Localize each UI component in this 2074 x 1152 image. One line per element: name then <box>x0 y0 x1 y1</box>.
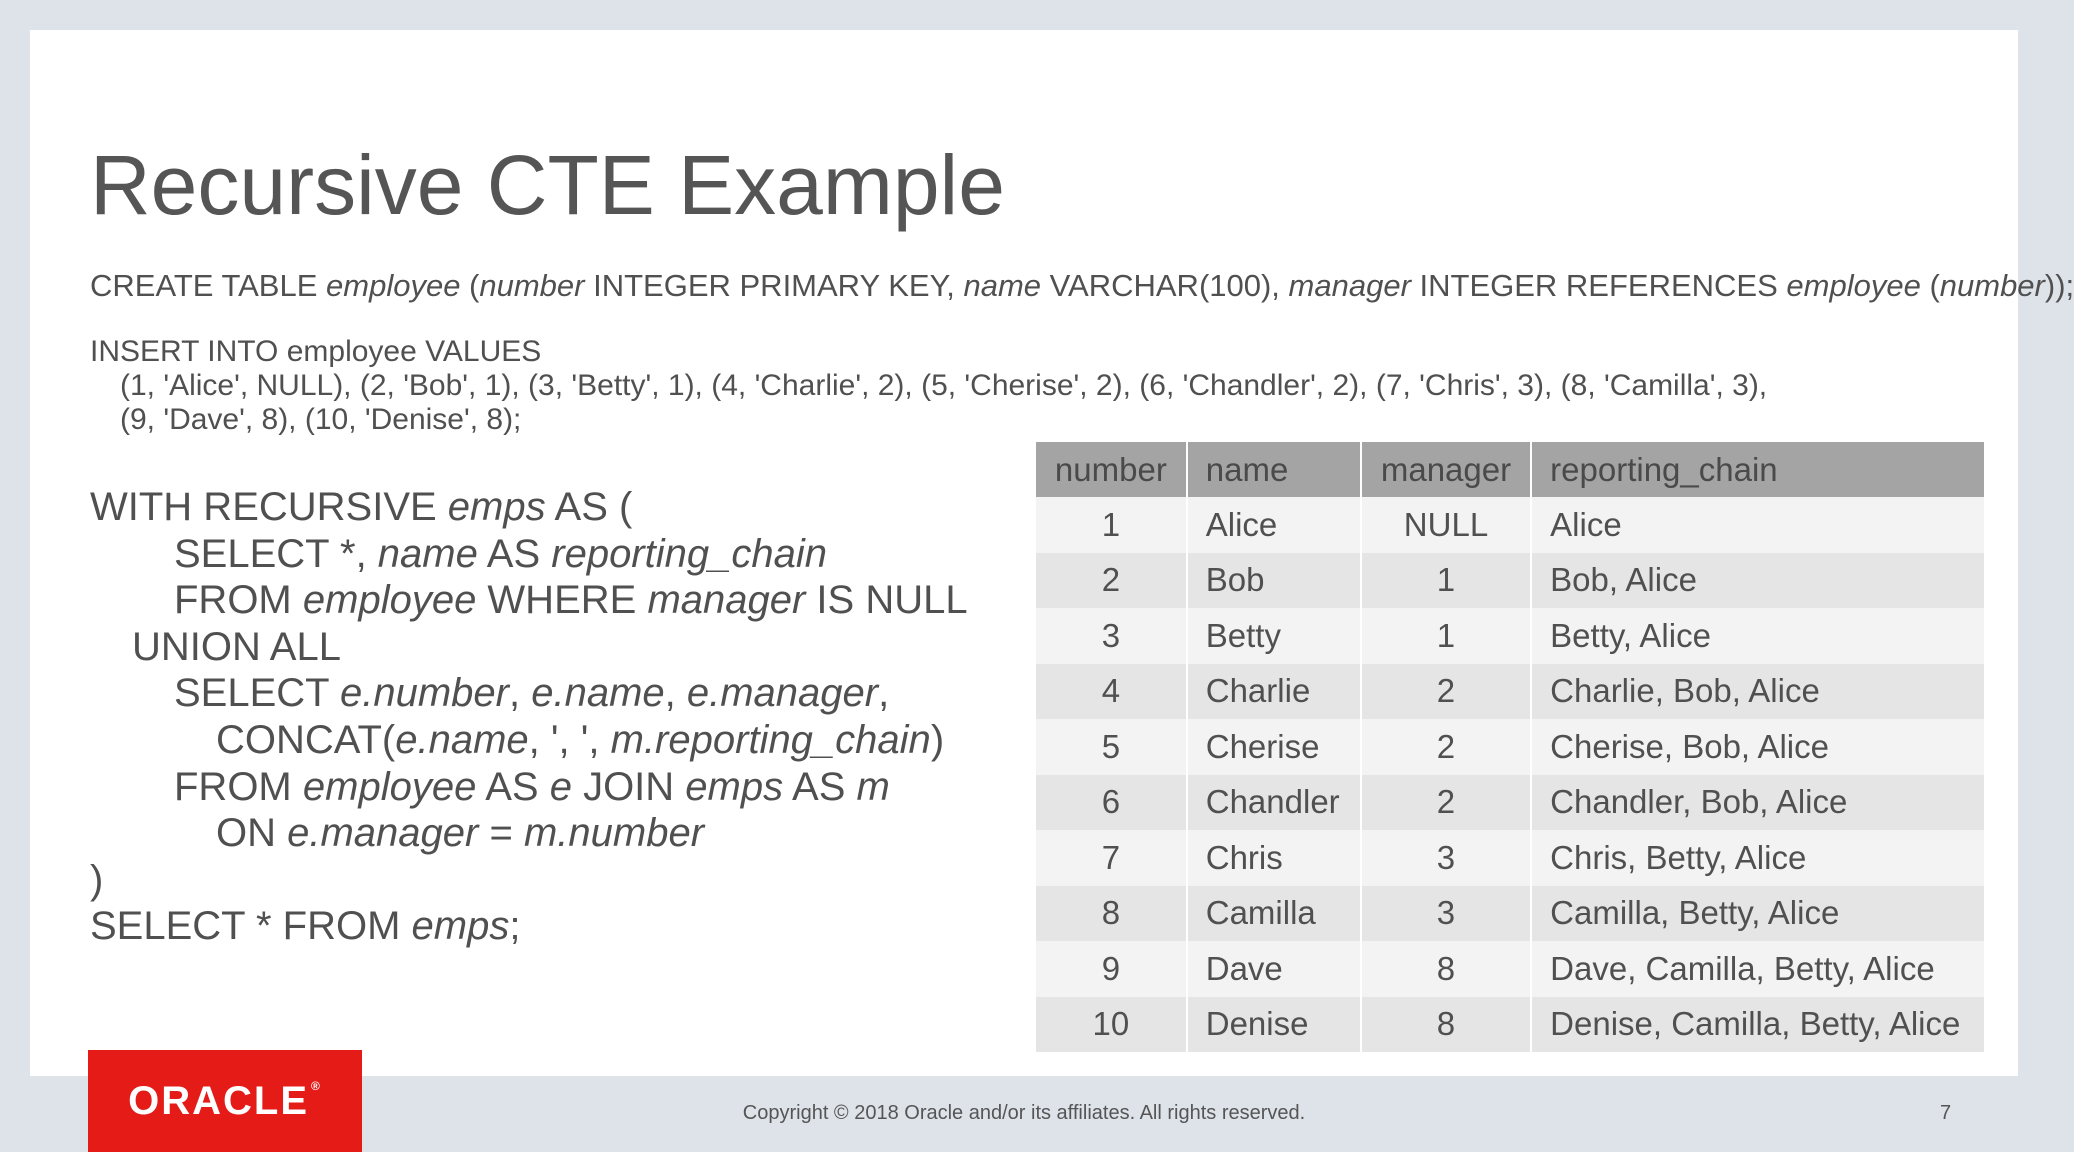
cell-manager: 1 <box>1361 553 1531 609</box>
cell-name: Charlie <box>1187 664 1361 720</box>
column-header-manager: manager <box>1361 442 1531 497</box>
cell-reporting-chain: Cherise, Bob, Alice <box>1531 719 1984 775</box>
query-line: FROM employee AS e JOIN emps AS m <box>174 764 890 809</box>
cell-reporting-chain: Charlie, Bob, Alice <box>1531 664 1984 720</box>
cell-reporting-chain: Alice <box>1531 497 1984 553</box>
query-line: SELECT * FROM emps; <box>90 904 521 949</box>
cell-name: Bob <box>1187 553 1361 609</box>
table-row <box>1036 664 1984 720</box>
cell-manager: 1 <box>1361 608 1531 664</box>
cell-reporting-chain: Dave, Camilla, Betty, Alice <box>1531 941 1984 997</box>
cell-number: 5 <box>1036 719 1187 775</box>
oracle-logo-text: ORACLE ® <box>128 1078 322 1123</box>
cell-name: Dave <box>1187 941 1361 997</box>
table-row <box>1036 553 1984 609</box>
table-row <box>1036 941 1984 997</box>
cell-manager: NULL <box>1361 497 1531 553</box>
cell-number: 6 <box>1036 775 1187 831</box>
query-line: FROM employee WHERE manager IS NULL <box>174 578 968 623</box>
cell-name: Betty <box>1187 608 1361 664</box>
cell-name: Chris <box>1187 830 1361 886</box>
column-header-number: number <box>1036 442 1187 497</box>
cell-number: 4 <box>1036 664 1187 720</box>
table-row <box>1036 719 1984 775</box>
cell-name: Camilla <box>1187 886 1361 942</box>
cell-reporting-chain: Betty, Alice <box>1531 608 1984 664</box>
cell-number: 9 <box>1036 941 1187 997</box>
table-header-row <box>1036 442 1984 497</box>
cell-number: 3 <box>1036 608 1187 664</box>
cell-reporting-chain: Bob, Alice <box>1531 553 1984 609</box>
cell-manager: 8 <box>1361 997 1531 1053</box>
cell-number: 2 <box>1036 553 1187 609</box>
oracle-logo <box>88 1050 362 1152</box>
create-table-statement: CREATE TABLE employee (number INTEGER PRIMARY KEY, name VARCHAR(100), manager INTEGER REFERENCES employee (number)); <box>90 268 2074 303</box>
insert-line: INSERT INTO employee VALUES <box>90 335 542 368</box>
table-row <box>1036 608 1984 664</box>
copyright-notice: Copyright © 2018 Oracle and/or its affiliates. All rights reserved. <box>742 1102 1306 1124</box>
cell-manager: 2 <box>1361 775 1531 831</box>
cell-reporting-chain: Camilla, Betty, Alice <box>1531 886 1984 942</box>
query-line: CONCAT(e.name, ', ', m.reporting_chain) <box>216 717 945 762</box>
cell-number: 1 <box>1036 497 1187 553</box>
cell-name: Chandler <box>1187 775 1361 831</box>
cell-name: Alice <box>1187 497 1361 553</box>
cell-name: Cherise <box>1187 719 1361 775</box>
query-line: WITH RECURSIVE emps AS ( <box>90 485 633 529</box>
column-header-name: name <box>1187 442 1361 497</box>
result-table <box>1036 442 1984 1052</box>
cell-reporting-chain: Denise, Camilla, Betty, Alice <box>1531 997 1984 1053</box>
cell-name: Denise <box>1187 997 1361 1053</box>
insert-line: (9, 'Dave', 8), (10, 'Denise', 8); <box>120 403 522 436</box>
cell-manager: 2 <box>1361 664 1531 720</box>
cell-manager: 2 <box>1361 719 1531 775</box>
cell-number: 7 <box>1036 830 1187 886</box>
cell-reporting-chain: Chandler, Bob, Alice <box>1531 775 1984 831</box>
table-row <box>1036 830 1984 886</box>
query-line: ON e.manager = m.number <box>216 811 705 856</box>
cell-manager: 3 <box>1361 830 1531 886</box>
table-row <box>1036 886 1984 942</box>
query-line: SELECT *, name AS reporting_chain <box>174 531 827 576</box>
table-row <box>1036 497 1984 553</box>
query-line: ) <box>90 857 104 902</box>
table-row <box>1036 997 1984 1053</box>
page-number: 7 <box>1940 1102 1952 1124</box>
table-row <box>1036 775 1984 831</box>
slide-title: Recursive CTE Example <box>90 138 1005 232</box>
cell-manager: 8 <box>1361 941 1531 997</box>
insert-line: (1, 'Alice', NULL), (2, 'Bob', 1), (3, 'Betty', 1), (4, 'Charlie', 2), (5, 'Cherise', 2), (6, 'Chandler', 2), (7, 'Chris', 3), (8, 'Camilla', 3), <box>120 369 1768 402</box>
column-header-reporting-chain: reporting_chain <box>1531 442 1984 497</box>
cell-number: 10 <box>1036 997 1187 1053</box>
insert-statement <box>90 335 1767 437</box>
query-line: UNION ALL <box>132 624 341 669</box>
cell-manager: 3 <box>1361 886 1531 942</box>
cell-reporting-chain: Chris, Betty, Alice <box>1531 830 1984 886</box>
recursive-query <box>90 484 968 950</box>
query-line: SELECT e.number, e.name, e.manager, <box>174 671 890 716</box>
cell-number: 8 <box>1036 886 1187 942</box>
